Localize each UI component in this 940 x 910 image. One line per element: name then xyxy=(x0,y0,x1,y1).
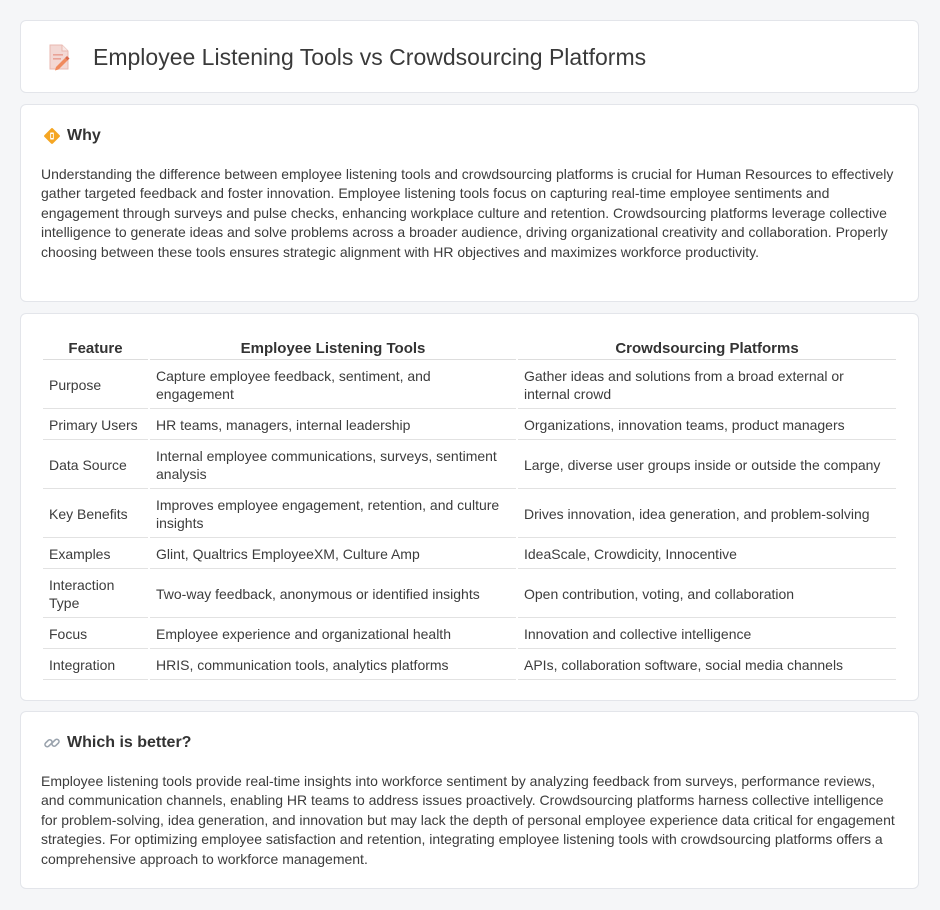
employee-listening-cell: HRIS, communication tools, analytics platforms xyxy=(150,651,516,680)
header-employee-listening: Employee Listening Tools xyxy=(150,336,516,360)
why-section xyxy=(20,104,919,302)
crowdsourcing-cell: Organizations, innovation teams, product managers xyxy=(518,411,896,440)
table-row xyxy=(43,411,896,440)
why-heading xyxy=(43,127,101,145)
comparison-table xyxy=(41,334,898,682)
why-paragraph: Understanding the difference between employee listening tools and crowdsourcing platforms is crucial for Human Resources to effectively gather targeted feedback and foster innovation. Employee listening tools focus on capturing real-time employee sentiments and engagement through surveys and pulse checks, enhancing workplace culture and retention. Crowdsourcing platforms leverage collective intelligence to generate ideas and solve problems across a broader audience, driving organizational creativity and collaboration. Properly choosing between these tools ensures strategic alignment with HR objectives and maximizes workforce productivity. xyxy=(41,166,894,260)
crowdsourcing-cell: Gather ideas and solutions from a broad external or internal crowd xyxy=(518,362,896,409)
feature-cell: Examples xyxy=(43,540,148,569)
better-paragraph: Employee listening tools provide real-time insights into workforce sentiment by analyzing feedback from surveys, performance reviews, and communication channels, enabling HR teams to address issues proactively. Crowdsourcing platforms harness collective intelligence for problem-solving, idea generation, and innovation but may lack the depth of personal employee experience data critical for engagement strategies. For optimizing employee satisfaction and retention, integrating employee listening tools with crowdsourcing platforms offers a comprehensive approach to workforce management. xyxy=(41,773,895,867)
diamond-sign-icon xyxy=(43,127,61,145)
table-row xyxy=(43,540,896,569)
better-title: Which is better? xyxy=(67,734,192,751)
crowdsourcing-cell: Open contribution, voting, and collaboration xyxy=(518,571,896,618)
link-icon xyxy=(43,734,61,752)
employee-listening-cell: Employee experience and organizational health xyxy=(150,620,516,649)
header-card xyxy=(20,20,919,93)
employee-listening-cell: Glint, Qualtrics EmployeeXM, Culture Amp xyxy=(150,540,516,569)
which-is-better-section xyxy=(20,711,919,889)
employee-listening-cell: Two-way feedback, anonymous or identified insights xyxy=(150,571,516,618)
employee-listening-cell: Capture employee feedback, sentiment, and engagement xyxy=(150,362,516,409)
header-feature: Feature xyxy=(43,336,148,360)
table-row xyxy=(43,620,896,649)
employee-listening-cell: Improves employee engagement, retention, and culture insights xyxy=(150,491,516,538)
employee-listening-cell: HR teams, managers, internal leadership xyxy=(150,411,516,440)
crowdsourcing-cell: Large, diverse user groups inside or outside the company xyxy=(518,442,896,489)
employee-listening-cell: Internal employee communications, surveys, sentiment analysis xyxy=(150,442,516,489)
table-row xyxy=(43,362,896,409)
crowdsourcing-cell: APIs, collaboration software, social media channels xyxy=(518,651,896,680)
document-edit-icon xyxy=(47,43,71,71)
crowdsourcing-cell: Drives innovation, idea generation, and problem-solving xyxy=(518,491,896,538)
table-header-row xyxy=(43,336,896,360)
feature-cell: Primary Users xyxy=(43,411,148,440)
better-heading xyxy=(43,734,191,752)
feature-cell: Data Source xyxy=(43,442,148,489)
feature-cell: Focus xyxy=(43,620,148,649)
feature-cell: Key Benefits xyxy=(43,491,148,538)
crowdsourcing-cell: IdeaScale, Crowdicity, Innocentive xyxy=(518,540,896,569)
table-row xyxy=(43,491,896,538)
why-title: Why xyxy=(67,127,101,144)
header-crowdsourcing: Crowdsourcing Platforms xyxy=(518,336,896,360)
feature-cell: Purpose xyxy=(43,362,148,409)
table-row xyxy=(43,571,896,618)
feature-cell: Integration xyxy=(43,651,148,680)
page-title: Employee Listening Tools vs Crowdsourcing Platforms xyxy=(93,43,647,70)
feature-cell: Interaction Type xyxy=(43,571,148,618)
title-row xyxy=(47,43,646,71)
table-row xyxy=(43,651,896,680)
table-row xyxy=(43,442,896,489)
crowdsourcing-cell: Innovation and collective intelligence xyxy=(518,620,896,649)
comparison-section xyxy=(20,313,919,701)
